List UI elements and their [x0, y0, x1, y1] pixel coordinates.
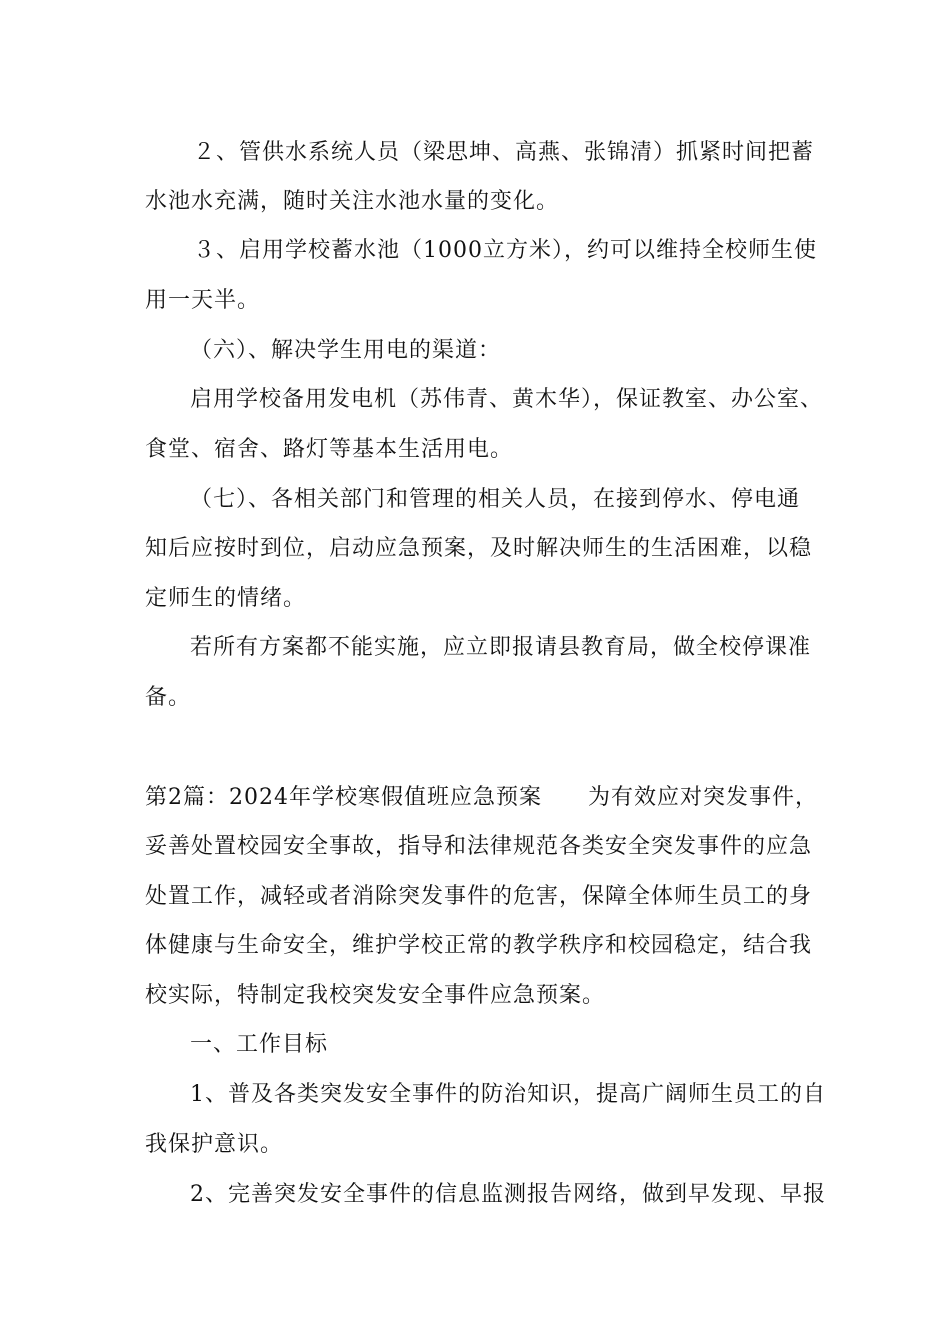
- paragraph-line: 备。: [145, 685, 192, 710]
- paragraph-line: 我保护意识。: [145, 1132, 284, 1157]
- paragraph-line: 2、完善突发安全事件的信息监测报告网络，做到早发现、早报: [190, 1182, 826, 1207]
- paragraph-line: 妥善处置校园安全事故，指导和法律规范各类安全突发事件的应急: [145, 834, 813, 859]
- section-heading: 一、工作目标: [190, 1032, 329, 1057]
- paragraph-line: 体健康与生命安全，维护学校正常的教学秩序和校园稳定，结合我: [145, 933, 813, 958]
- paragraph-line: 启用学校备用发电机（苏伟青、黄木华），保证教室、办公室、: [190, 387, 824, 412]
- section-heading: （六）、解决学生用电的渠道：: [190, 338, 502, 363]
- paragraph-line: 校实际，特制定我校突发安全事件应急预案。: [145, 983, 606, 1008]
- paragraph-line: 处置工作，减轻或者消除突发事件的危害，保障全体师生员工的身: [145, 884, 813, 909]
- paragraph-line: 若所有方案都不能实施，应立即报请县教育局，做全校停课准: [190, 635, 812, 660]
- paragraph-line: 水池水充满，随时关注水池水量的变化。: [145, 189, 560, 214]
- article-title-line: 第2篇：2024年学校寒假值班应急预案 为有效应对突发事件，: [145, 785, 818, 810]
- paragraph-line: （七）、各相关部门和管理的相关人员，在接到停水、停电通: [190, 487, 801, 512]
- paragraph-line: 用一天半。: [145, 288, 261, 313]
- paragraph-line: 定师生的情绪。: [145, 586, 307, 611]
- paragraph-line: ２、管供水系统人员（梁思坤、高燕、张锦清）抓紧时间把蓄: [193, 140, 815, 165]
- paragraph-line: 食堂、宿舍、路灯等基本生活用电。: [145, 437, 514, 462]
- paragraph-line: 1、普及各类突发安全事件的防治知识，提高广阔师生员工的自: [190, 1082, 826, 1107]
- paragraph-line: ３、启用学校蓄水池（1000立方米），约可以维持全校师生使: [193, 238, 817, 263]
- paragraph-line: 知后应按时到位，启动应急预案，及时解决师生的生活困难，以稳: [145, 536, 813, 561]
